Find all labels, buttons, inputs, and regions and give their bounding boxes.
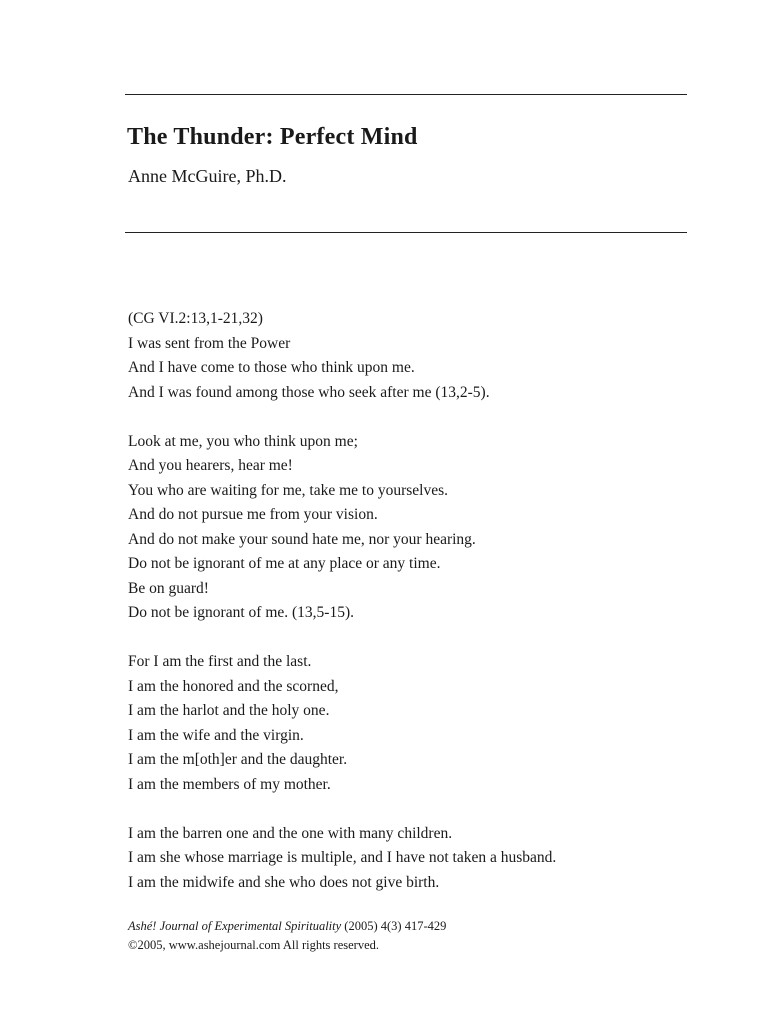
poem-line: I was sent from the Power <box>128 334 291 352</box>
stanza <box>128 650 688 797</box>
poem-line: Be on guard! <box>128 579 209 597</box>
stanza <box>128 430 688 626</box>
poem-line: I am the harlot and the holy one. <box>128 702 330 719</box>
poem-line: I am the barren one and the one with many children. <box>128 824 453 842</box>
article-author: Anne McGuire, Ph.D. <box>128 166 287 186</box>
stanza <box>128 307 688 405</box>
poem-line: I am she whose marriage is multiple, and I have not taken a husband. <box>128 849 557 866</box>
top-divider <box>125 94 687 95</box>
poem-line: (CG VI.2:13,1-21,32) <box>128 310 263 327</box>
page-footer <box>128 917 446 955</box>
poem-line: And do not pursue me from your vision. <box>128 506 378 523</box>
journal-citation: (2005) 4(3) 417-429 <box>341 919 447 933</box>
poem-line: And do not make your sound hate me, nor your hearing. <box>128 530 476 548</box>
poem-line: I am the wife and the virgin. <box>128 726 304 744</box>
bottom-divider <box>125 232 687 233</box>
poem-body <box>128 307 688 920</box>
poem-line: Do not be ignorant of me. (13,5-15). <box>128 604 354 621</box>
poem-line: Look at me, you who think upon me; <box>128 432 358 450</box>
stanza <box>128 822 688 896</box>
poem-line: And I have come to those who think upon me. <box>128 359 415 376</box>
journal-name: Ashé! Journal of Experimental Spirituality <box>128 919 342 933</box>
poem-line: I am the members of my mother. <box>128 775 331 793</box>
poem-line: I am the m[oth]er and the daughter. <box>128 751 348 768</box>
article-title: The Thunder: Perfect Mind <box>127 124 418 150</box>
poem-line: And you hearers, hear me! <box>128 457 293 474</box>
footer-citation-line <box>128 917 446 936</box>
poem-line: And I was found among those who seek after me (13,2-5). <box>128 383 490 401</box>
poem-line: You who are waiting for me, take me to yourselves. <box>128 481 448 499</box>
poem-line: I am the honored and the scorned, <box>128 677 339 695</box>
poem-line: I am the midwife and she who does not give birth. <box>128 873 440 891</box>
poem-line: For I am the first and the last. <box>128 653 312 670</box>
copyright-line: ©2005, www.ashejournal.com All rights reserved. <box>128 938 379 952</box>
poem-line: Do not be ignorant of me at any place or any time. <box>128 555 441 572</box>
